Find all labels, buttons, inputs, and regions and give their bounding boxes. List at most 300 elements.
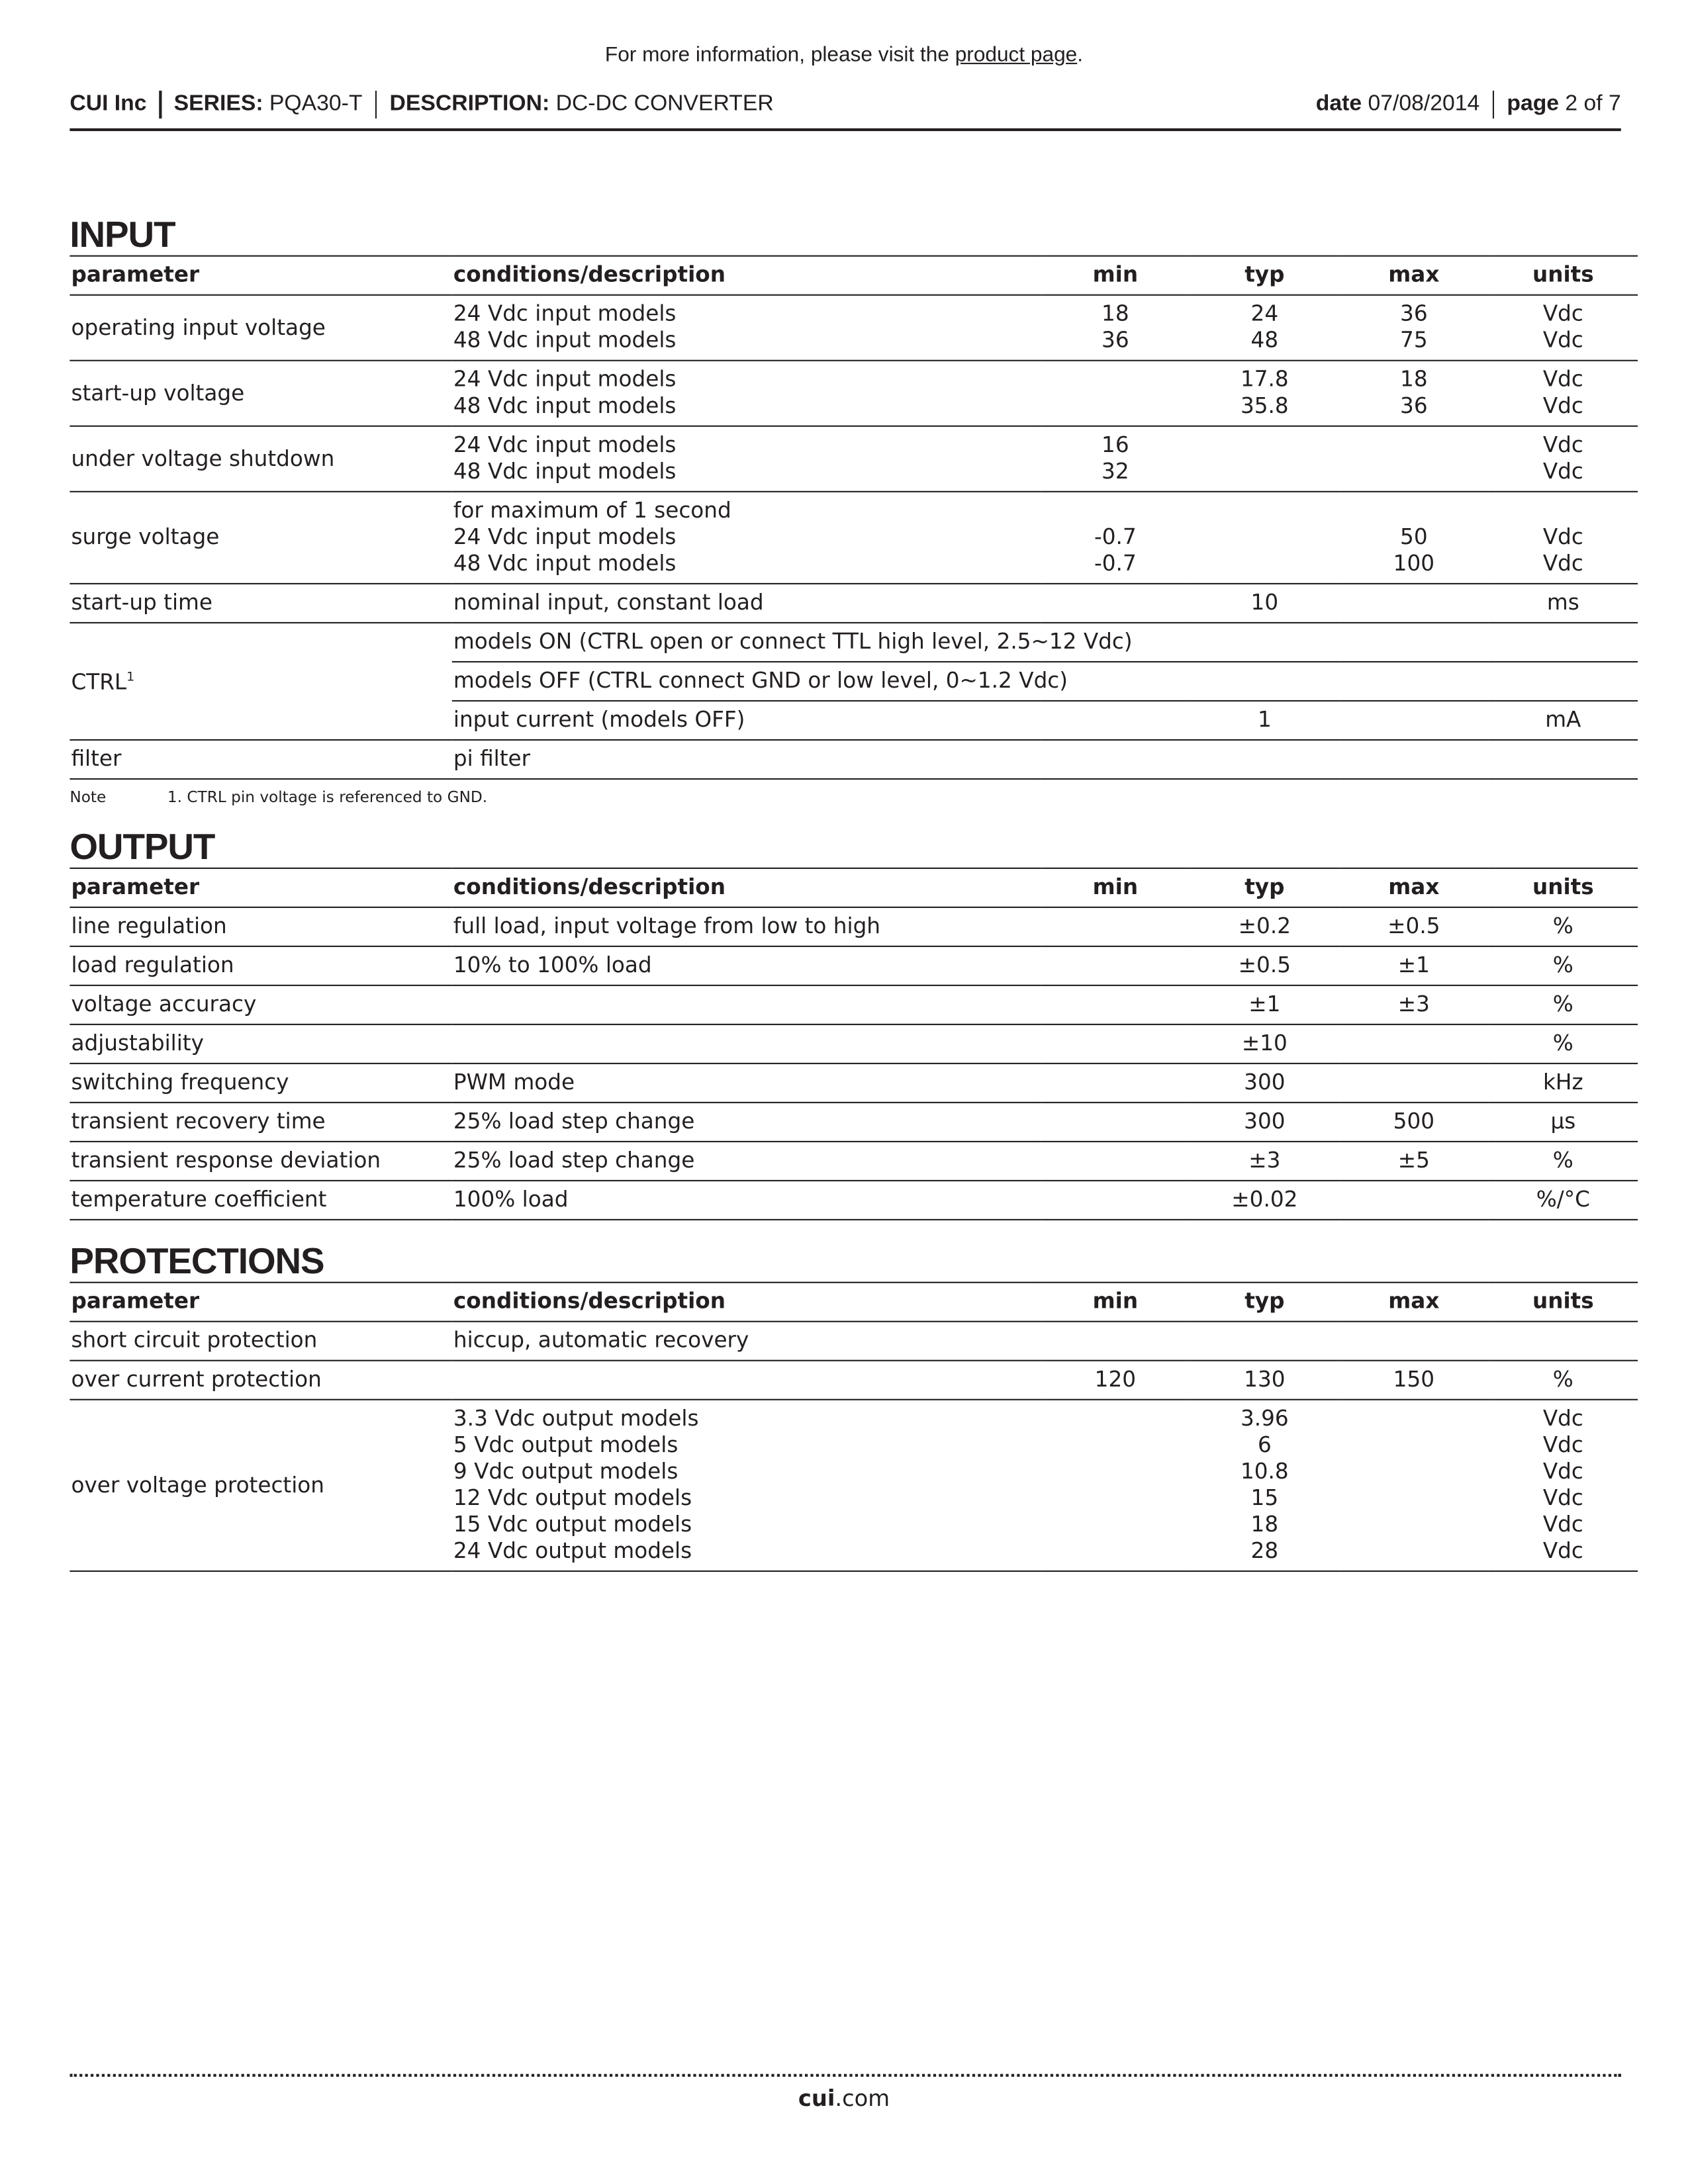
min-cell-line bbox=[1042, 952, 1188, 979]
min-cell-line bbox=[1042, 393, 1188, 420]
conditions-cell-line: 5 Vdc output models bbox=[453, 1432, 679, 1458]
max-cell-line bbox=[1340, 1459, 1487, 1485]
conditions-cell-line: 15 Vdc output models bbox=[453, 1512, 692, 1537]
typ-cell-line: 18 bbox=[1250, 1512, 1279, 1537]
min-cell-line bbox=[1042, 1459, 1188, 1485]
conditions-cell-line: hiccup, automatic recovery bbox=[453, 1328, 749, 1353]
col-min: min bbox=[1041, 1283, 1190, 1322]
conditions-cell-line: 24 Vdc input models bbox=[453, 432, 677, 458]
units-cell-line bbox=[1490, 498, 1636, 524]
conditions-cell-line: models OFF (CTRL connect GND or low level, 0~1.2 Vdc) bbox=[453, 668, 1068, 694]
min-cell bbox=[1041, 907, 1190, 946]
typ-cell bbox=[1190, 1400, 1339, 1571]
min-cell-line bbox=[1042, 1512, 1188, 1538]
units-cell-line: % bbox=[1552, 913, 1573, 939]
conditions-cell bbox=[452, 1361, 1041, 1400]
col-typ: typ bbox=[1190, 1283, 1339, 1322]
typ-cell bbox=[1190, 1181, 1339, 1220]
conditions-cell bbox=[452, 985, 1041, 1024]
conditions-cell bbox=[452, 907, 1041, 946]
conditions-cell-line: PWM mode bbox=[453, 1069, 575, 1095]
conditions-cell-line bbox=[453, 991, 1039, 1018]
units-cell-line: kHz bbox=[1543, 1069, 1583, 1095]
conditions-cell-line: 48 Vdc input models bbox=[453, 459, 677, 484]
footer-rule bbox=[70, 2074, 1620, 2077]
max-cell-line bbox=[1340, 498, 1487, 524]
table-row bbox=[70, 361, 1638, 426]
typ-cell-line bbox=[1192, 551, 1338, 577]
parameter-cell: start-up time bbox=[70, 584, 451, 623]
col-units: units bbox=[1489, 256, 1638, 295]
header-rule bbox=[70, 128, 1620, 131]
units-cell-line: Vdc bbox=[1542, 393, 1583, 419]
conditions-cell bbox=[452, 361, 1041, 426]
min-cell bbox=[1041, 701, 1190, 740]
max-cell bbox=[1339, 361, 1488, 426]
units-cell bbox=[1489, 1064, 1638, 1103]
page-number: 2 of 7 bbox=[1565, 92, 1621, 116]
col-parameter: parameter bbox=[70, 256, 451, 295]
typ-cell bbox=[1190, 584, 1339, 623]
conditions-cell bbox=[452, 584, 1041, 623]
divider bbox=[375, 91, 377, 118]
typ-cell-line: 10 bbox=[1250, 590, 1279, 615]
max-cell-line bbox=[1340, 1069, 1487, 1096]
min-cell-line bbox=[1042, 1406, 1188, 1432]
typ-cell-line: ±0.2 bbox=[1238, 913, 1291, 939]
col-units: units bbox=[1489, 1283, 1638, 1322]
min-cell-line bbox=[1042, 1030, 1188, 1057]
units-cell-line: mA bbox=[1545, 707, 1581, 733]
min-cell bbox=[1041, 946, 1190, 985]
units-cell bbox=[1489, 1024, 1638, 1064]
units-cell-line: Vdc bbox=[1542, 1406, 1583, 1432]
conditions-cell bbox=[452, 1400, 1041, 1571]
conditions-cell-line: 3.3 Vdc output models bbox=[453, 1406, 699, 1432]
section-input bbox=[70, 213, 1620, 806]
table-row bbox=[70, 946, 1638, 985]
units-cell-line: % bbox=[1552, 1148, 1573, 1173]
units-cell-line: Vdc bbox=[1542, 1512, 1583, 1537]
table-row bbox=[70, 1181, 1638, 1220]
typ-cell bbox=[1190, 985, 1339, 1024]
max-cell bbox=[1339, 946, 1488, 985]
max-cell-line: 100 bbox=[1393, 551, 1435, 576]
min-cell-line bbox=[1042, 1187, 1188, 1213]
parameter-cell: CTRL$^1$ bbox=[70, 623, 451, 740]
max-cell-line bbox=[1340, 1538, 1487, 1565]
max-cell-line bbox=[1340, 459, 1487, 485]
typ-cell bbox=[1190, 907, 1339, 946]
typ-cell-line: ±0.02 bbox=[1231, 1187, 1298, 1212]
units-cell bbox=[1489, 1181, 1638, 1220]
min-cell-line bbox=[1042, 1485, 1188, 1512]
parameter-cell: under voltage shutdown bbox=[70, 426, 451, 492]
table-row bbox=[70, 426, 1638, 492]
section-output bbox=[70, 826, 1620, 1220]
series: PQA30-T bbox=[269, 92, 363, 116]
units-cell-line: % bbox=[1552, 991, 1573, 1017]
units-cell-line: Vdc bbox=[1542, 1459, 1583, 1484]
conditions-cell-line: nominal input, constant load bbox=[453, 590, 764, 615]
units-cell-line: Vdc bbox=[1542, 432, 1583, 458]
max-cell-line bbox=[1340, 432, 1487, 459]
typ-cell bbox=[1190, 1142, 1339, 1181]
max-cell bbox=[1339, 1361, 1488, 1400]
min-cell bbox=[1041, 1361, 1190, 1400]
max-cell-line: 36 bbox=[1400, 393, 1428, 419]
section-title: PROTECTIONS bbox=[70, 1240, 324, 1282]
col-units: units bbox=[1489, 868, 1638, 907]
conditions-cell bbox=[452, 662, 1638, 701]
max-cell-line bbox=[1340, 1432, 1487, 1459]
conditions-cell-line: 48 Vdc input models bbox=[453, 551, 677, 576]
typ-cell bbox=[1190, 1103, 1339, 1142]
typ-cell bbox=[1190, 701, 1339, 740]
typ-cell-line: 17.8 bbox=[1240, 367, 1289, 392]
document-header: CUI Inc SERIES: PQA30-T DESCRIPTION: DC-DC CONVERTER date 07/08/2014 page 2 of 7 bbox=[70, 89, 1620, 120]
table-row bbox=[70, 1142, 1638, 1181]
min-cell bbox=[1041, 426, 1190, 492]
typ-cell-line: 300 bbox=[1244, 1069, 1286, 1095]
typ-cell bbox=[1190, 295, 1339, 361]
units-cell bbox=[1489, 1142, 1638, 1181]
typ-cell bbox=[1190, 946, 1339, 985]
parameter-cell: line regulation bbox=[70, 907, 451, 946]
conditions-cell-line: 24 Vdc input models bbox=[453, 301, 677, 327]
conditions-cell-line: 25% load step change bbox=[453, 1109, 695, 1134]
parameter-cell: switching frequency bbox=[70, 1064, 451, 1103]
col-max: max bbox=[1339, 1283, 1488, 1322]
typ-cell-line: ±3 bbox=[1248, 1148, 1281, 1173]
units-cell-line: % bbox=[1552, 1367, 1573, 1392]
min-cell bbox=[1041, 985, 1190, 1024]
conditions-cell-line: 24 Vdc output models bbox=[453, 1538, 692, 1564]
conditions-cell-line: pi filter bbox=[453, 746, 531, 772]
max-cell bbox=[1339, 701, 1488, 740]
conditions-cell-line: full load, input voltage from low to high bbox=[453, 913, 881, 939]
units-cell bbox=[1489, 985, 1638, 1024]
max-cell bbox=[1339, 295, 1488, 361]
min-cell bbox=[1041, 1103, 1190, 1142]
spec-table bbox=[70, 1282, 1638, 1572]
section-title: OUTPUT bbox=[70, 825, 215, 868]
typ-cell-line: 1 bbox=[1257, 707, 1272, 733]
typ-cell bbox=[1190, 426, 1339, 492]
table-row bbox=[70, 1024, 1638, 1064]
units-cell-line: Vdc bbox=[1542, 301, 1583, 327]
typ-cell-line bbox=[1192, 524, 1338, 551]
units-cell-line: Vdc bbox=[1542, 1538, 1583, 1564]
spec-table bbox=[70, 868, 1638, 1220]
max-cell bbox=[1339, 985, 1488, 1024]
conditions-cell-line: 48 Vdc input models bbox=[453, 328, 677, 353]
max-cell-line: 18 bbox=[1400, 367, 1428, 392]
min-cell-line bbox=[1042, 991, 1188, 1018]
col-min: min bbox=[1041, 256, 1190, 295]
typ-cell-line bbox=[1192, 498, 1338, 524]
table-row bbox=[70, 985, 1638, 1024]
max-cell-line bbox=[1340, 1512, 1487, 1538]
typ-cell bbox=[1190, 1024, 1339, 1064]
typ-cell-line: 6 bbox=[1257, 1432, 1272, 1458]
col-max: max bbox=[1339, 868, 1488, 907]
conditions-cell bbox=[452, 426, 1041, 492]
typ-cell-line: ±1 bbox=[1248, 991, 1281, 1017]
conditions-cell-line: 48 Vdc input models bbox=[453, 393, 677, 419]
units-cell bbox=[1489, 492, 1638, 584]
parameter-cell: over current protection bbox=[70, 1361, 451, 1400]
max-cell-line: ±0.5 bbox=[1387, 913, 1440, 939]
min-cell-line: -0.7 bbox=[1094, 551, 1137, 576]
typ-cell bbox=[1190, 1361, 1339, 1400]
col-parameter: parameter bbox=[70, 868, 451, 907]
conditions-cell-line: 12 Vdc output models bbox=[453, 1485, 692, 1511]
col-conditions: conditions/description bbox=[452, 868, 1041, 907]
typ-cell-line: 3.96 bbox=[1240, 1406, 1289, 1432]
typ-cell-line: 15 bbox=[1250, 1485, 1279, 1511]
max-cell-line bbox=[1340, 1485, 1487, 1512]
min-cell-line bbox=[1042, 1148, 1188, 1174]
min-cell bbox=[1041, 1142, 1190, 1181]
typ-cell-line bbox=[1192, 432, 1338, 459]
units-cell bbox=[1489, 361, 1638, 426]
max-cell-line: 50 bbox=[1400, 524, 1428, 550]
top-note: For more information, please visit the product page. bbox=[604, 43, 1084, 68]
footer-url[interactable]: cui.com bbox=[798, 2085, 890, 2112]
company-name: CUI Inc bbox=[70, 92, 147, 116]
units-cell-line: Vdc bbox=[1542, 459, 1583, 484]
conditions-cell-line bbox=[453, 1030, 1039, 1057]
min-cell-line bbox=[1042, 1069, 1188, 1096]
min-cell bbox=[1041, 361, 1190, 426]
typ-cell bbox=[1190, 1064, 1339, 1103]
max-cell-line: 36 bbox=[1400, 301, 1428, 327]
min-cell-line bbox=[1042, 707, 1188, 733]
conditions-cell bbox=[452, 1181, 1041, 1220]
parameter-cell: transient response deviation bbox=[70, 1142, 451, 1181]
min-cell bbox=[1041, 1064, 1190, 1103]
max-cell-line: ±1 bbox=[1397, 952, 1430, 978]
units-cell-line: Vdc bbox=[1542, 551, 1583, 576]
conditions-cell bbox=[452, 946, 1041, 985]
min-cell-line bbox=[1042, 367, 1188, 393]
units-cell bbox=[1489, 584, 1638, 623]
min-cell-line bbox=[1042, 498, 1188, 524]
typ-cell-line: 48 bbox=[1250, 328, 1279, 353]
table-note bbox=[70, 788, 1620, 806]
typ-cell-line: 300 bbox=[1244, 1109, 1286, 1134]
parameter-cell: temperature coefficient bbox=[70, 1181, 451, 1220]
typ-cell-line: 130 bbox=[1244, 1367, 1286, 1392]
max-cell bbox=[1339, 1400, 1488, 1571]
conditions-cell-line: input current (models OFF) bbox=[453, 707, 745, 733]
max-cell bbox=[1339, 426, 1488, 492]
table-row bbox=[70, 1361, 1638, 1400]
parameter-cell: start-up voltage bbox=[70, 361, 451, 426]
description: DC-DC CONVERTER bbox=[555, 92, 774, 116]
units-cell-line: ms bbox=[1546, 590, 1579, 615]
min-cell-line: 32 bbox=[1102, 459, 1129, 484]
parameter-cell: over voltage protection bbox=[70, 1400, 451, 1571]
col-max: max bbox=[1339, 256, 1488, 295]
units-cell-line: Vdc bbox=[1542, 367, 1583, 392]
conditions-cell-line: 10% to 100% load bbox=[453, 952, 652, 978]
conditions-cell bbox=[452, 1142, 1041, 1181]
max-cell-line: 500 bbox=[1393, 1109, 1435, 1134]
parameter-cell: transient recovery time bbox=[70, 1103, 451, 1142]
min-cell-line: 36 bbox=[1102, 328, 1129, 353]
conditions-cell bbox=[452, 1103, 1041, 1142]
min-cell-line: 18 bbox=[1102, 301, 1129, 327]
conditions-cell bbox=[452, 492, 1041, 584]
units-cell bbox=[1489, 946, 1638, 985]
table-header-row bbox=[70, 868, 1638, 907]
units-cell bbox=[1489, 701, 1638, 740]
section-protections bbox=[70, 1240, 1620, 1572]
min-cell bbox=[1041, 492, 1190, 584]
units-cell bbox=[1489, 1361, 1638, 1400]
parameter-cell: operating input voltage bbox=[70, 295, 451, 361]
col-typ: typ bbox=[1190, 256, 1339, 295]
units-cell-line: Vdc bbox=[1542, 1432, 1583, 1458]
col-typ: typ bbox=[1190, 868, 1339, 907]
section-title: INPUT bbox=[70, 213, 175, 255]
typ-cell-line: 24 bbox=[1250, 301, 1279, 327]
typ-cell bbox=[1190, 492, 1339, 584]
parameter-cell: short circuit protection bbox=[70, 1322, 451, 1361]
min-cell bbox=[1041, 1181, 1190, 1220]
typ-cell-line: 35.8 bbox=[1240, 393, 1289, 419]
divider bbox=[1492, 91, 1494, 118]
typ-cell-line: ±0.5 bbox=[1238, 952, 1291, 978]
typ-cell-line: 10.8 bbox=[1240, 1459, 1289, 1484]
units-cell-line: Vdc bbox=[1542, 328, 1583, 353]
table-header-row bbox=[70, 1283, 1638, 1322]
parameter-cell: adjustability bbox=[70, 1024, 451, 1064]
max-cell-line: 75 bbox=[1400, 328, 1428, 353]
typ-cell-line: 28 bbox=[1250, 1538, 1279, 1564]
max-cell bbox=[1339, 1142, 1488, 1181]
note-text: 1. CTRL pin voltage is referenced to GND. bbox=[167, 788, 488, 807]
min-cell-line bbox=[1042, 1432, 1188, 1459]
conditions-cell bbox=[452, 623, 1638, 662]
min-cell bbox=[1041, 1400, 1190, 1571]
max-cell bbox=[1339, 1064, 1488, 1103]
table-row bbox=[70, 907, 1638, 946]
max-cell-line bbox=[1340, 707, 1487, 733]
conditions-cell-line: 100% load bbox=[453, 1187, 569, 1212]
typ-cell-line: ±10 bbox=[1241, 1030, 1288, 1056]
units-cell-line: % bbox=[1552, 1030, 1573, 1056]
max-cell-line: ±5 bbox=[1397, 1148, 1430, 1173]
table-row bbox=[70, 1103, 1638, 1142]
max-cell-line bbox=[1340, 1187, 1487, 1213]
min-cell bbox=[1041, 295, 1190, 361]
max-cell bbox=[1339, 492, 1488, 584]
min-cell-line bbox=[1042, 1538, 1188, 1565]
max-cell-line: 150 bbox=[1393, 1367, 1435, 1392]
table-row bbox=[70, 492, 1638, 584]
units-cell-line: Vdc bbox=[1542, 1485, 1583, 1511]
conditions-cell-line: 24 Vdc input models bbox=[453, 367, 677, 392]
spec-sections bbox=[70, 213, 1620, 1572]
max-cell bbox=[1339, 1024, 1488, 1064]
table-header-row bbox=[70, 256, 1638, 295]
col-min: min bbox=[1041, 868, 1190, 907]
conditions-cell bbox=[452, 1024, 1041, 1064]
units-cell bbox=[1489, 295, 1638, 361]
table-row bbox=[70, 740, 1638, 779]
conditions-cell bbox=[452, 740, 1638, 779]
col-conditions: conditions/description bbox=[452, 256, 1041, 295]
conditions-cell-line: 24 Vdc input models bbox=[453, 524, 677, 550]
col-conditions: conditions/description bbox=[452, 1283, 1041, 1322]
min-cell-line bbox=[1042, 590, 1188, 616]
max-cell-line bbox=[1340, 590, 1487, 616]
units-cell bbox=[1489, 1103, 1638, 1142]
min-cell-line bbox=[1042, 913, 1188, 940]
note-label: Note bbox=[70, 788, 107, 807]
conditions-cell bbox=[452, 1064, 1041, 1103]
units-cell-line: Vdc bbox=[1542, 524, 1583, 550]
min-cell-line: 16 bbox=[1102, 432, 1129, 458]
min-cell-line bbox=[1042, 1109, 1188, 1135]
max-cell bbox=[1339, 1181, 1488, 1220]
min-cell-line: -0.7 bbox=[1094, 524, 1137, 550]
conditions-cell bbox=[452, 701, 1041, 740]
col-parameter: parameter bbox=[70, 1283, 451, 1322]
parameter-cell: voltage accuracy bbox=[70, 985, 451, 1024]
min-cell-line: 120 bbox=[1094, 1367, 1137, 1392]
table-row bbox=[70, 1322, 1638, 1361]
table-row bbox=[70, 1064, 1638, 1103]
footnote-ref: 1 bbox=[126, 671, 135, 686]
divider bbox=[160, 91, 162, 118]
units-cell bbox=[1489, 907, 1638, 946]
parameter-cell: filter bbox=[70, 740, 451, 779]
conditions-cell bbox=[452, 295, 1041, 361]
units-cell-line: % bbox=[1552, 952, 1573, 978]
table-row bbox=[70, 623, 1638, 662]
max-cell bbox=[1339, 907, 1488, 946]
table-row bbox=[70, 584, 1638, 623]
min-cell bbox=[1041, 584, 1190, 623]
spec-table bbox=[70, 255, 1638, 780]
conditions-cell-line: models ON (CTRL open or connect TTL high level, 2.5~12 Vdc) bbox=[453, 629, 1133, 655]
typ-cell bbox=[1190, 361, 1339, 426]
date: 07/08/2014 bbox=[1368, 92, 1480, 116]
max-cell-line bbox=[1340, 1406, 1487, 1432]
units-cell-line: %/°C bbox=[1536, 1187, 1590, 1212]
units-cell-line: μs bbox=[1550, 1109, 1576, 1134]
max-cell-line bbox=[1340, 1030, 1487, 1057]
product-page-link[interactable]: product page bbox=[955, 43, 1078, 68]
conditions-cell-line: 25% load step change bbox=[453, 1148, 695, 1173]
units-cell bbox=[1489, 1400, 1638, 1571]
conditions-cell-line: for maximum of 1 second bbox=[453, 498, 731, 523]
max-cell bbox=[1339, 584, 1488, 623]
typ-cell-line bbox=[1192, 459, 1338, 485]
parameter-cell: surge voltage bbox=[70, 492, 451, 584]
max-cell bbox=[1339, 1103, 1488, 1142]
parameter-cell: load regulation bbox=[70, 946, 451, 985]
conditions-cell-line bbox=[453, 1367, 1039, 1393]
units-cell bbox=[1489, 426, 1638, 492]
max-cell-line: ±3 bbox=[1397, 991, 1430, 1017]
table-row bbox=[70, 295, 1638, 361]
table-row bbox=[70, 1400, 1638, 1571]
